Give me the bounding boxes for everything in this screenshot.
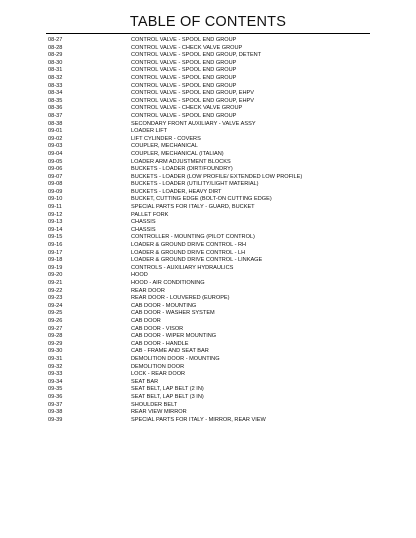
toc-entry-title: SPECIAL PARTS FOR ITALY - GUARD, BUCKET [131,204,255,211]
toc-entry-code: 09-08 [48,181,63,188]
toc-entry[interactable] [0,409,416,417]
toc-entry-code: 09-24 [48,302,63,309]
toc-entry[interactable] [0,189,416,197]
toc-entry-title: CHASSIS [131,219,156,226]
toc-entry-code: 09-15 [48,234,63,241]
toc-entry-title: HOOD - AIR CONDITIONING [131,280,205,286]
toc-entry-title: COUPLER, MECHANICAL [131,143,198,150]
toc-entry[interactable] [0,303,416,311]
toc-entry[interactable] [0,280,416,288]
toc-entry-title: CONTROLS - AUXILIARY HYDRAULICS [131,264,234,271]
toc-entry-code: 08-28 [48,44,63,51]
page-title: TABLE OF CONTENTS [129,14,287,30]
toc-entry[interactable] [0,159,416,167]
toc-entry-code: 09-01 [48,128,63,135]
toc-entry-title: CONTROL VALVE - SPOOL END GROUP [131,37,237,43]
toc-entry[interactable] [0,417,416,425]
toc-entry[interactable] [0,265,416,273]
toc-entry-title: CONTROL VALVE - SPOOL END GROUP, EHPV [131,90,254,97]
toc-entry[interactable] [0,394,416,402]
toc-entry[interactable] [0,60,416,68]
toc-entry-code: 09-39 [48,416,63,423]
toc-entry-title: SPECIAL PARTS FOR ITALY - MIRROR, REAR VIEW [131,416,266,423]
toc-entry-code: 09-34 [48,378,63,385]
toc-entry-title: HOOD [131,272,148,279]
toc-entry-title: CAB DOOR - VISOR [131,325,184,332]
toc-entry-code: 09-37 [48,401,63,408]
toc-entry-title: LOADER ARM ADJUSTMENT BLOCKS [131,158,231,165]
toc-entry-code: 08-34 [48,90,63,97]
toc-entry[interactable] [0,402,416,410]
toc-entry-title: SHOULDER BELT [131,401,178,408]
toc-entry-code: 09-09 [48,188,63,195]
toc-entry[interactable] [0,348,416,356]
toc-entry-title: CONTROL VALVE - SPOOL END GROUP, EHPV [131,97,254,104]
toc-entry[interactable] [0,174,416,182]
toc-entry[interactable] [0,67,416,75]
toc-entry-title: SEAT BELT, LAP BELT (3 IN) [131,393,204,400]
toc-entry-code: 09-04 [48,150,63,157]
toc-entry[interactable] [0,98,416,106]
toc-entry-code: 09-17 [48,249,63,256]
toc-entry-title: REAR DOOR [131,287,165,294]
toc-entry[interactable] [0,181,416,189]
toc-entry-title: LOCK - REAR DOOR [131,371,186,378]
toc-entry-title: DEMOLITION DOOR [131,363,185,370]
toc-entry[interactable] [0,333,416,341]
toc-entry[interactable] [0,364,416,372]
toc-entry-title: CONTROL VALVE - SPOOL END GROUP, DETENT [131,52,262,59]
toc-entry-code: 08-29 [48,52,63,59]
toc-entry-title: BUCKET, CUTTING EDGE (BOLT-ON CUTTING EDGE) [131,196,272,203]
toc-entry-code: 09-11 [48,204,62,211]
toc-entry-title: BUCKETS - LOADER, HEAVY DIRT [131,188,222,195]
toc-entry-title: CAB DOOR [131,317,161,324]
toc-entry[interactable] [0,204,416,212]
toc-entry[interactable] [0,295,416,303]
toc-entry-code: 09-10 [48,196,63,203]
toc-entry[interactable] [0,37,416,45]
toc-entry-code: 08-35 [48,97,63,104]
toc-entry[interactable] [0,128,416,136]
toc-entry[interactable] [0,219,416,227]
toc-entry[interactable] [0,371,416,379]
toc-entry-code: 09-33 [48,371,63,378]
toc-entry[interactable] [0,83,416,91]
toc-entry[interactable] [0,257,416,265]
toc-entry[interactable] [0,379,416,387]
toc-entry-code: 09-26 [48,317,63,324]
toc-entry[interactable] [0,288,416,296]
toc-entry-code: 09-14 [48,226,63,233]
toc-entry-title: CONTROL VALVE - SPOOL END GROUP [131,67,237,74]
toc-entry[interactable] [0,234,416,242]
toc-entry[interactable] [0,143,416,151]
toc-list [0,37,416,424]
toc-entry-title: CHASSIS [131,226,156,233]
toc-entry-title: CAB DOOR - WASHER SYSTEM [131,310,215,317]
toc-entry[interactable] [0,386,416,394]
toc-entry-title: CONTROL VALVE - SPOOL END GROUP [131,74,237,81]
toc-entry-title: CAB - FRAME AND SEAT BAR [131,348,209,355]
title-divider [46,33,370,34]
toc-entry-code: 09-05 [48,158,63,165]
toc-entry-code: 08-31 [48,67,63,74]
toc-entry[interactable] [0,75,416,83]
toc-entry-code: 09-13 [48,219,63,226]
toc-entry[interactable] [0,272,416,280]
toc-entry-title: BUCKETS - LOADER (UTILITY/LIGHT MATERIAL) [131,181,259,188]
toc-entry-title: LIFT CYLINDER - COVERS [131,135,201,142]
toc-entry-code: 09-06 [48,166,63,173]
toc-entry[interactable] [0,341,416,349]
toc-entry-code: 09-30 [48,348,63,355]
toc-entry[interactable] [0,227,416,235]
toc-entry-code: 08-38 [48,120,63,127]
toc-entry-title: CONTROL VALVE - SPOOL END GROUP [131,59,237,66]
toc-entry-code: 09-31 [48,355,63,362]
toc-entry[interactable] [0,356,416,364]
toc-entry-title: CONTROLLER - MOUNTING (PILOT CONTROL) [131,234,255,241]
toc-entry-title: REAR DOOR - LOUVERED (EUROPE) [131,295,230,302]
toc-entry-code: 08-27 [48,37,63,43]
toc-entry[interactable] [0,151,416,159]
toc-entry-title: LOADER LIFT [131,128,168,135]
toc-entry-title: BUCKETS - LOADER (DIRT/FOUNDRY) [131,166,233,173]
toc-entry-code: 08-30 [48,59,63,66]
toc-entry-code: 09-22 [48,287,63,294]
toc-entry-title: CAB DOOR - HANDLE [131,340,189,347]
toc-entry-title: REAR VIEW MIRROR [131,409,187,416]
toc-entry-title: SEAT BELT, LAP BELT (2 IN) [131,386,204,393]
toc-entry-code: 09-27 [48,325,63,332]
toc-entry-code: 08-36 [48,105,63,112]
toc-entry[interactable] [0,121,416,129]
toc-entry-title: DEMOLITION DOOR - MOUNTING [131,355,220,362]
toc-entry-title: CONTROL VALVE - SPOOL END GROUP [131,112,237,119]
toc-entry[interactable] [0,250,416,258]
toc-entry[interactable] [0,310,416,318]
toc-entry[interactable] [0,52,416,60]
toc-entry-code: 09-25 [48,310,63,317]
toc-entry-title: LOADER & GROUND DRIVE CONTROL - LINKAGE [131,257,263,264]
toc-entry-code: 09-07 [48,173,63,180]
toc-entry-title: SEAT BAR [131,378,159,385]
toc-entry[interactable] [0,242,416,250]
toc-entry[interactable] [0,105,416,113]
toc-entry-code: 08-37 [48,112,63,119]
toc-entry-code: 09-23 [48,295,63,302]
toc-entry-code: 09-20 [48,272,63,279]
toc-entry[interactable] [0,166,416,174]
toc-entry-title: CONTROL VALVE - SPOOL END GROUP [131,82,237,89]
toc-entry-code: 09-36 [48,393,63,400]
toc-entry[interactable] [0,326,416,334]
toc-entry-title: COUPLER, MECHANICAL (ITALIAN) [131,150,224,157]
toc-entry-code: 09-38 [48,409,63,416]
toc-entry-title: LOADER & GROUND DRIVE CONTROL - LH [131,249,246,256]
toc-entry-code: 09-29 [48,340,63,347]
toc-entry[interactable] [0,212,416,220]
toc-entry-title: BUCKETS - LOADER (LOW PROFILE/ EXTENDED LOW PROFILE) [131,173,303,180]
toc-entry-title: SECONDARY FRONT AUXILIARY - VALVE ASSY [131,120,256,127]
toc-entry[interactable] [0,136,416,144]
toc-entry-code: 09-35 [48,386,63,393]
toc-entry-code: 08-33 [48,82,63,89]
toc-entry-code: 09-32 [48,363,63,370]
toc-entry-code: 09-28 [48,333,63,340]
toc-entry-title: PALLET FORK [131,211,169,218]
toc-entry-code: 09-03 [48,143,63,150]
toc-entry-code: 08-32 [48,74,63,81]
toc-entry-title: CONTROL VALVE - CHECK VALVE GROUP [131,44,243,51]
toc-entry-title: CONTROL VALVE - CHECK VALVE GROUP [131,105,243,112]
toc-entry-code: 09-02 [48,135,63,142]
toc-entry-code: 09-21 [48,280,63,286]
toc-entry[interactable] [0,45,416,53]
toc-entry-code: 09-12 [48,211,63,218]
toc-entry-code: 09-16 [48,242,63,249]
toc-entry[interactable] [0,90,416,98]
toc-entry[interactable] [0,318,416,326]
toc-entry-title: CAB DOOR - WIPER MOUNTING [131,333,217,340]
toc-entry-code: 09-18 [48,257,63,264]
toc-entry-title: LOADER & GROUND DRIVE CONTROL - RH [131,242,247,249]
toc-entry-code: 09-19 [48,264,63,271]
toc-entry-title: CAB DOOR - MOUNTING [131,302,197,309]
toc-entry[interactable] [0,196,416,204]
toc-entry[interactable] [0,113,416,121]
